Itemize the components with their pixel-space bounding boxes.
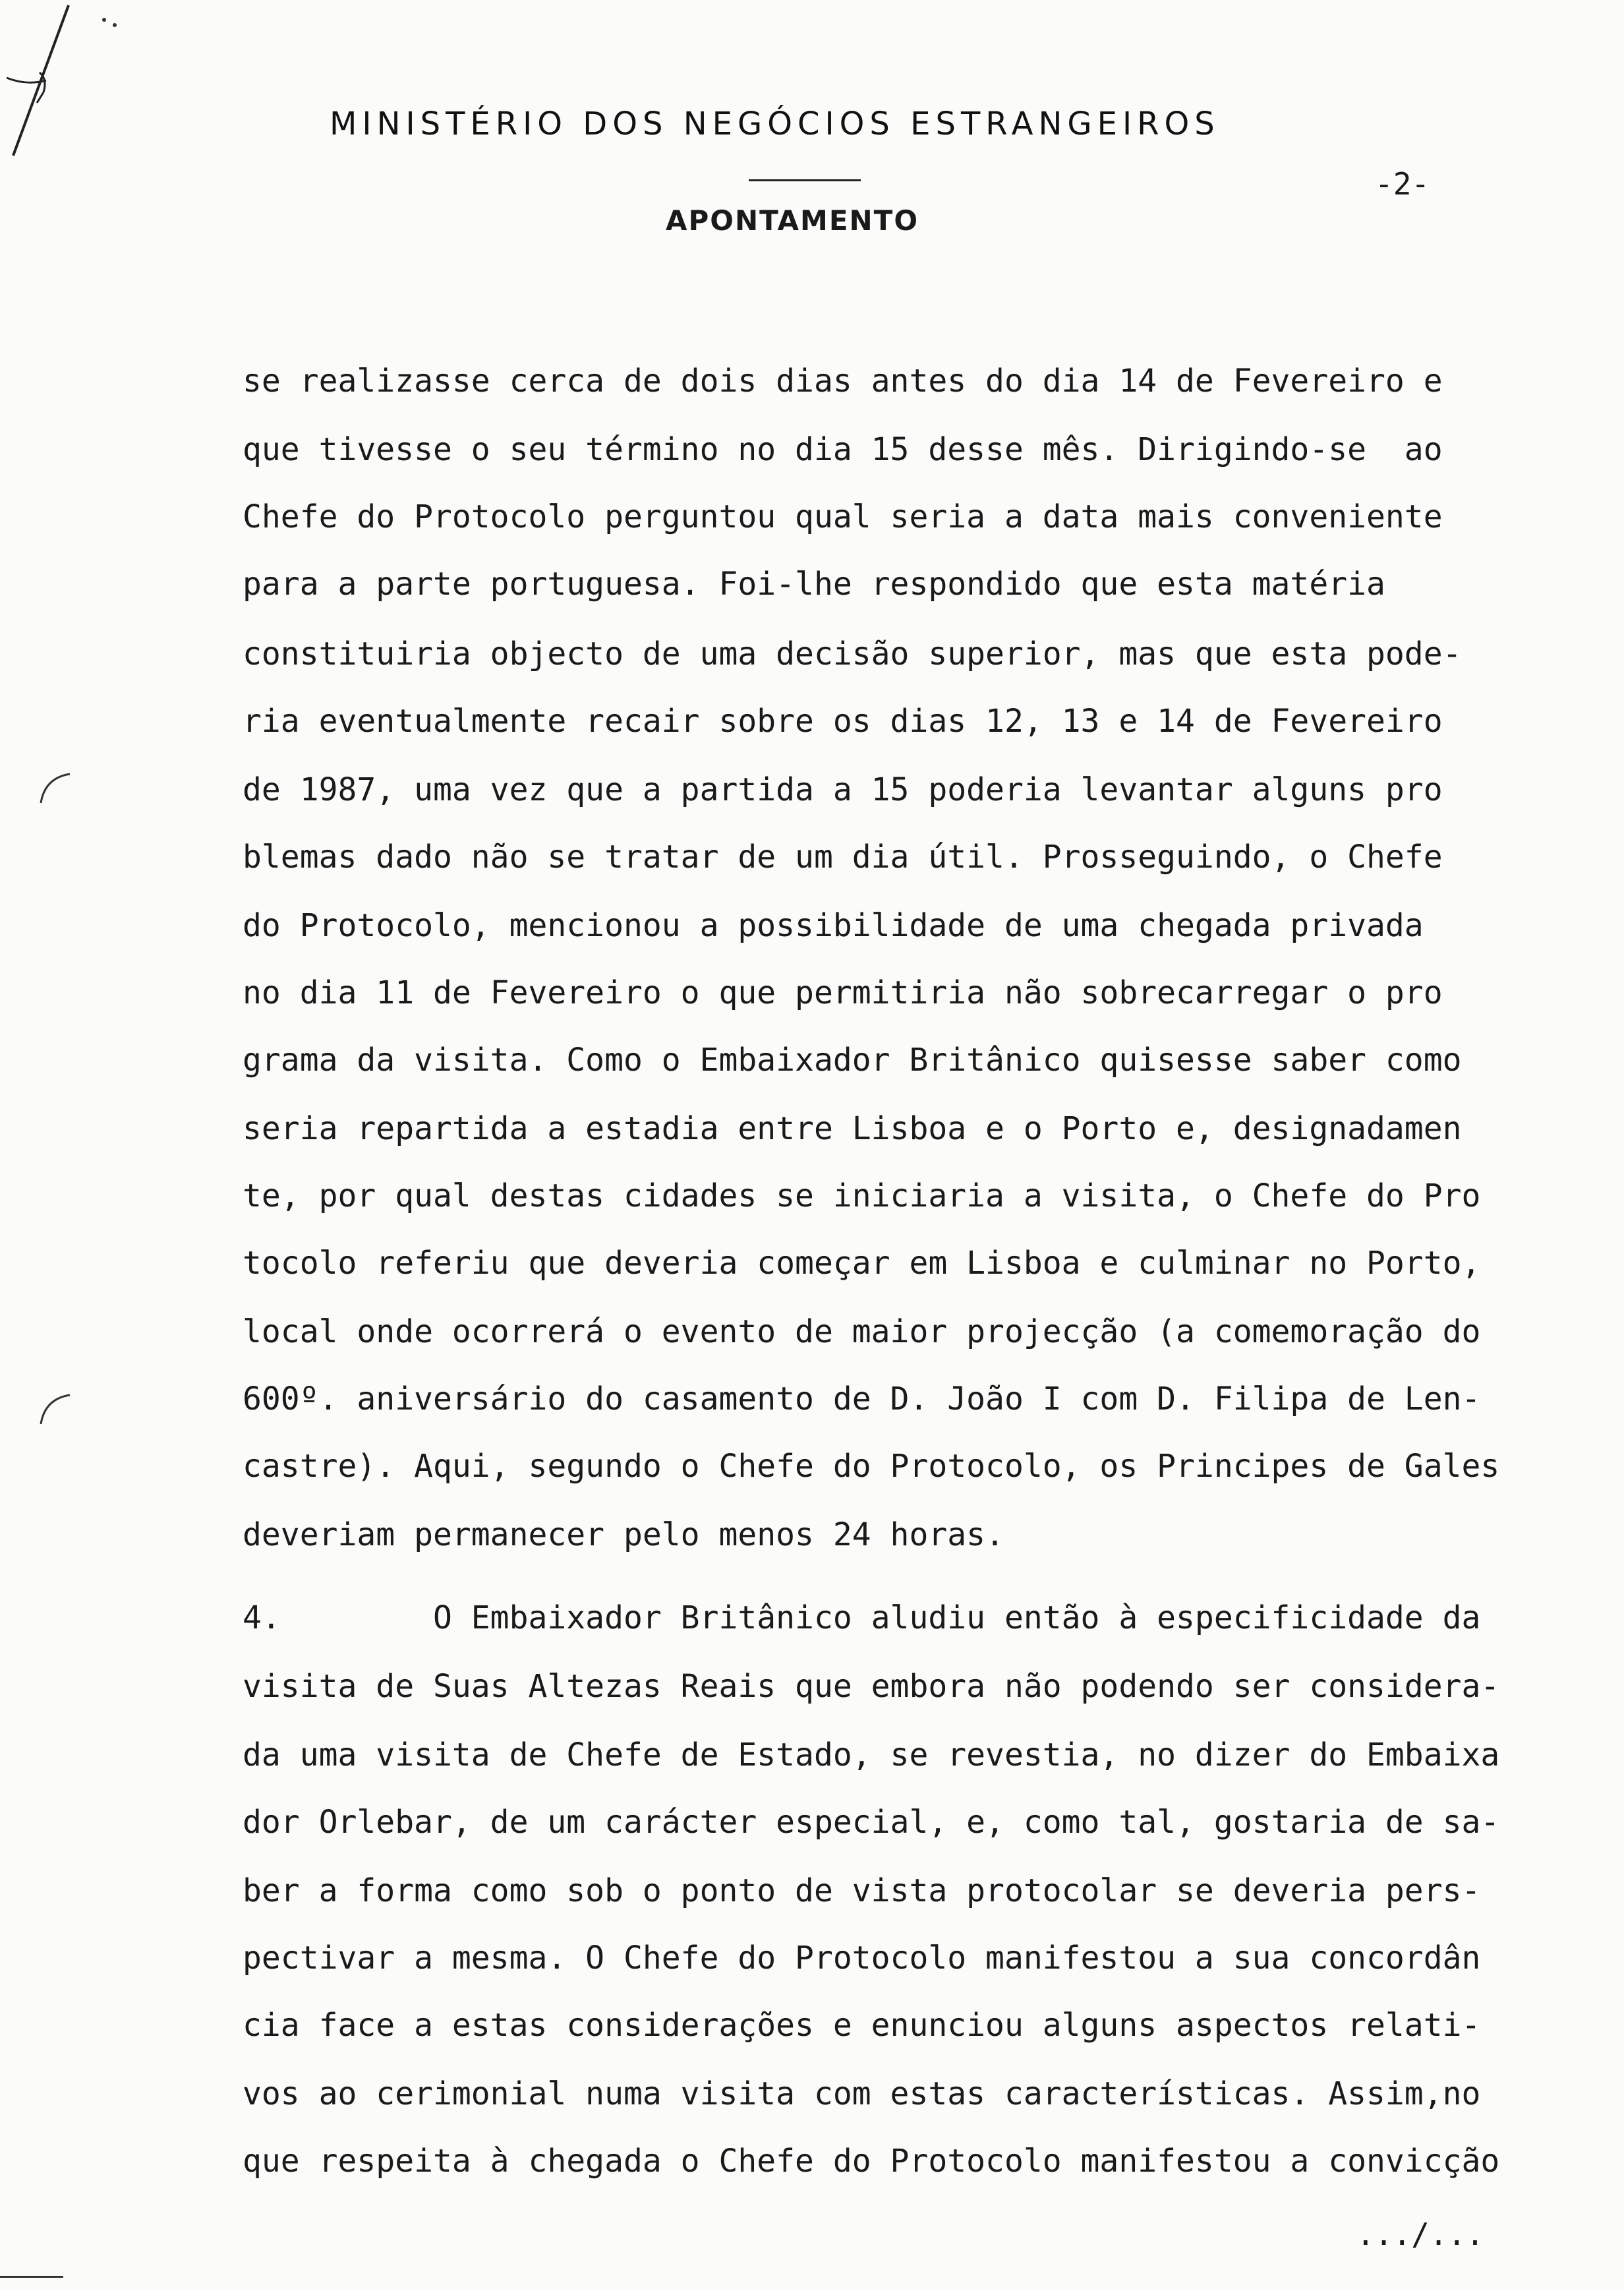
body-line: que respeita à chegada o Chefe do Protocolo manifestou a convicção [243,2143,1500,2180]
continuation-mark: .../... [1356,2216,1484,2252]
body-line: te, por qual destas cidades se iniciaria a visita, o Chefe do Pro [243,1177,1481,1214]
body-line: deveriam permanecer pelo menos 24 horas. [243,1516,1004,1553]
page-number: -2- [1375,166,1430,202]
body-line: grama da visita. Como o Embaixador Britânico quisesse saber como [243,1042,1462,1079]
corner-pen-mark [0,0,132,171]
body-line: Chefe do Protocolo perguntou qual seria a data mais conveniente [243,498,1443,535]
body-line: seria repartida a estadia entre Lisboa e o Porto e, designadamen [243,1110,1462,1147]
body-line: no dia 11 de Fevereiro o que permitiria não sobrecarregar o pro [243,974,1443,1011]
body-line: tocolo referiu que deveria começar em Lisboa e culminar no Porto, [243,1245,1481,1282]
body-line: vos ao cerimonial numa visita com estas características. Assim,no [243,2075,1481,2112]
body-line: para a parte portuguesa. Foi-lhe respondido que esta matéria [243,566,1385,603]
body-line: constituiria objecto de uma decisão superior, mas que esta pode- [243,636,1462,672]
body-line: do Protocolo, mencionou a possibilidade de uma chegada privada [243,907,1424,944]
ministry-header: MINISTÉRIO DOS NEGÓCIOS ESTRANGEIROS [330,105,1220,142]
body-line: blemas dado não se tratar de um dia útil. Prosseguindo, o Chefe [243,839,1443,876]
paragraph-4-start: 4. O Embaixador Britânico aludiu então à especificidade da [243,1599,1481,1636]
body-line: pectivar a mesma. O Chefe do Protocolo manifestou a sua concordân [243,1940,1481,1977]
body-line: dor Orlebar, de um carácter especial, e, como tal, gostaria de sa- [243,1804,1500,1841]
body-line: castre). Aqui, segundo o Chefe do Protocolo, os Principes de Gales [243,1448,1500,1485]
body-line: 600º. aniversário do casamento de D. João I com D. Filipa de Len- [243,1381,1481,1417]
body-line: de 1987, uma vez que a partida a 15 poderia levantar alguns pro [243,771,1443,808]
document-subtitle: APONTAMENTO [666,204,919,237]
body-line: se realizasse cerca de dois dias antes do dia 14 de Fevereiro e [243,363,1443,400]
header-rule [749,179,861,181]
body-line: ber a forma como sob o ponto de vista protocolar se deveria pers- [243,1872,1481,1909]
body-line: que tivesse o seu término no dia 15 desse mês. Dirigindo-se ao [243,431,1443,468]
body-line: local onde ocorrerá o evento de maior projecção (a comemoração do [243,1313,1481,1350]
body-line: cia face a estas considerações e enunciou alguns aspectos relati- [243,2007,1481,2044]
margin-arc-mark [37,1391,76,1431]
margin-arc-mark [37,770,76,810]
body-line: ria eventualmente recair sobre os dias 12, 13 e 14 de Fevereiro [243,703,1443,740]
body-line: visita de Suas Altezas Reais que embora não podendo ser considera- [243,1668,1500,1705]
body-line: da uma visita de Chefe de Estado, se revestia, no dizer do Embaixa [243,1737,1500,1773]
bottom-edge-rule [0,2276,63,2278]
